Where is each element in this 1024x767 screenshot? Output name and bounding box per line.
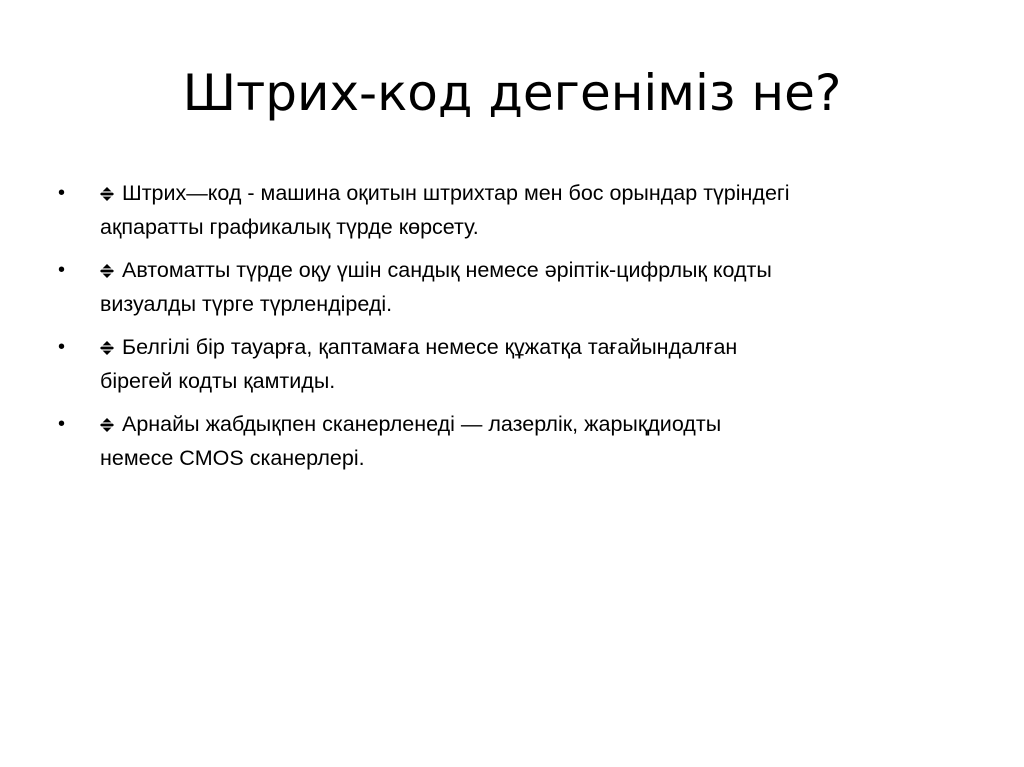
bullet-dot: • bbox=[58, 336, 66, 358]
bullet-text-1: Штрих—код - машина оқитын штрихтар мен бос орындар түріндегі bbox=[122, 181, 790, 205]
bullet-text-1: Автоматты түрде оқу үшін сандық немесе әріптік-цифрлық кодты bbox=[122, 258, 772, 282]
bullet-item bbox=[54, 407, 954, 475]
bullet-text-1: Белгілі бір тауарға, қаптамаға немесе құжатқа тағайындалған bbox=[122, 335, 738, 359]
diamond-lines-icon bbox=[100, 341, 114, 355]
bullet-line-1 bbox=[100, 407, 954, 441]
bullet-dot: • bbox=[58, 259, 66, 281]
bullet-line-2: визуалды түрге түрлендіреді. bbox=[100, 292, 393, 316]
diamond-lines-icon bbox=[100, 187, 114, 201]
bullet-line-1 bbox=[100, 253, 954, 287]
bullet-line-1 bbox=[100, 176, 954, 210]
diamond-lines-icon bbox=[100, 418, 114, 432]
diamond-lines-icon bbox=[100, 264, 114, 278]
bullet-list bbox=[54, 176, 954, 484]
bullet-dot: • bbox=[58, 182, 66, 204]
bullet-line-2: немесе CMOS сканерлері. bbox=[100, 446, 365, 470]
bullet-dot: • bbox=[58, 413, 66, 435]
bullet-text-1: Арнайы жабдықпен сканерленеді — лазерлік, жарықдиодты bbox=[122, 412, 722, 436]
bullet-item bbox=[54, 253, 954, 321]
bullet-item bbox=[54, 330, 954, 398]
bullet-line-2: ақпаратты графикалық түрде көрсету. bbox=[100, 215, 479, 239]
slide-title: Штрих-код дегеніміз не? bbox=[182, 64, 842, 122]
bullet-line-2: бірегей кодты қамтиды. bbox=[100, 369, 336, 393]
bullet-line-1 bbox=[100, 330, 954, 364]
bullet-item bbox=[54, 176, 954, 244]
